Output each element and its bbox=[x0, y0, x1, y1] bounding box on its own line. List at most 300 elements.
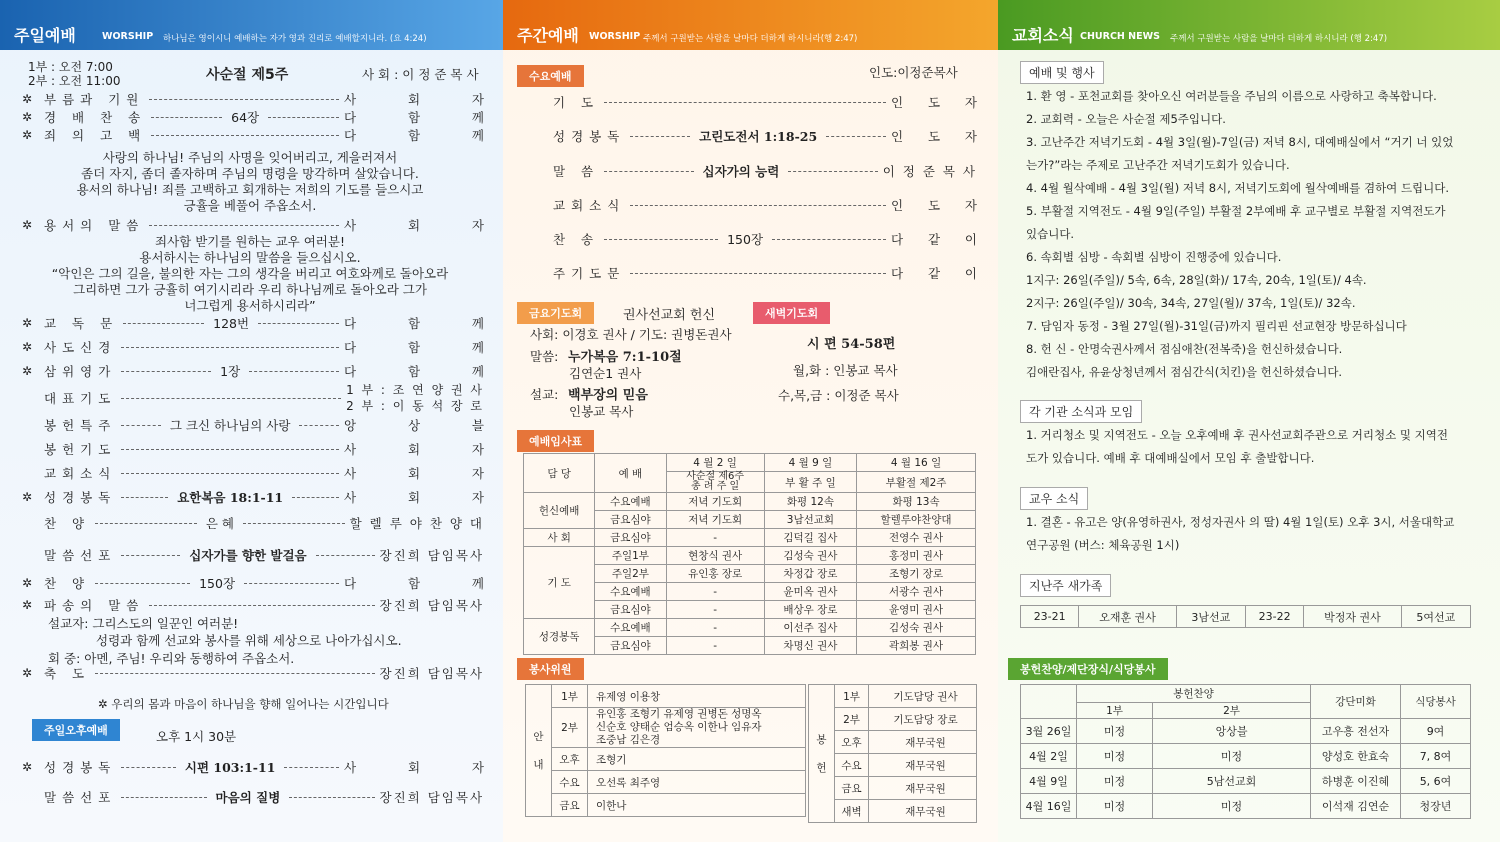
news-line: 도가 있습니다. 예배 후 대예배실에서 모임 후 출발합니다. bbox=[1026, 451, 1315, 465]
order-person: 다 함 께 bbox=[344, 316, 484, 331]
news-line: 4. 4월 월삭예배 - 4월 3일(월) 저녁 8시, 저녁기도회에 월삭예배를 겸하여 드립니다. bbox=[1026, 181, 1450, 195]
order-label: 봉헌특주 bbox=[44, 418, 117, 433]
news-line: 2. 교회력 - 오늘은 사순절 제5주입니다. bbox=[1026, 112, 1226, 126]
order-person: 다 함 께 bbox=[344, 364, 484, 379]
table-cell: 김덕길 집사 bbox=[764, 529, 856, 547]
sunday-worship-panel bbox=[0, 0, 503, 842]
afternoon-time: 오후 1시 30분 bbox=[156, 729, 237, 744]
table-cell: 3월 26일 bbox=[1021, 719, 1077, 744]
table-cell: 청장년 bbox=[1401, 794, 1471, 819]
leader-dots bbox=[604, 171, 693, 172]
order-label: 경 배 찬 송 bbox=[44, 110, 147, 125]
stand-marker: ✲ bbox=[22, 666, 33, 680]
order-person: 다 함 께 bbox=[344, 340, 484, 355]
news-line: 1. 거리청소 및 지역전도 - 오늘 오후예배 후 권사선교회주관으로 거리청소 및 지역전 bbox=[1026, 428, 1448, 442]
stand-marker: ✲ bbox=[22, 340, 33, 354]
newcomers-table bbox=[1020, 605, 1471, 628]
order-detail: 128번 bbox=[213, 316, 250, 331]
table-cell: 새벽 bbox=[835, 800, 869, 823]
table-row bbox=[809, 800, 977, 823]
order-person: 다 함 께 bbox=[344, 576, 484, 591]
table-cell: 오선록 최주영 bbox=[588, 771, 806, 794]
stand-marker: ✲ bbox=[22, 598, 33, 612]
table-cell: 차명신 권사 bbox=[764, 637, 856, 655]
leader-dots bbox=[292, 497, 339, 498]
table-row bbox=[526, 685, 806, 708]
table-cell: 김성숙 권사 bbox=[857, 619, 976, 637]
table-cell: 3남선교 bbox=[1176, 606, 1245, 628]
table-cell: 배상우 장로 bbox=[764, 601, 856, 619]
order-row bbox=[22, 440, 484, 458]
leader-dots bbox=[630, 136, 690, 137]
table-row bbox=[809, 777, 977, 800]
order-label: 말 씀 bbox=[553, 164, 600, 179]
order-row bbox=[22, 90, 484, 108]
order-label: 말씀선포 bbox=[44, 548, 117, 563]
table-cell: 오후 bbox=[552, 748, 588, 771]
group-label: 봉 헌 bbox=[809, 685, 835, 823]
duty-roster-tag: 예배임사표 bbox=[517, 430, 594, 452]
leader-dots bbox=[299, 425, 339, 426]
news-title: 교회소식 bbox=[1012, 26, 1074, 45]
table-cell: 금요심야 bbox=[595, 529, 666, 547]
table-cell: 3남선교회 bbox=[764, 511, 856, 529]
table-cell: - bbox=[666, 583, 764, 601]
table-cell: 기 도 bbox=[524, 547, 595, 619]
order-person: 장진희 담임목사 bbox=[379, 548, 485, 563]
dawn-psalms: 시 편 54-58편 bbox=[807, 337, 896, 352]
table-cell: 윤미옥 권사 bbox=[764, 583, 856, 601]
table-cell: 조형기 bbox=[588, 748, 806, 771]
table-cell: 23-21 bbox=[1021, 606, 1079, 628]
wednesday-worship-tag: 수요예배 bbox=[517, 65, 584, 87]
order-row bbox=[22, 574, 484, 592]
order-row bbox=[22, 338, 484, 356]
table-header: 4 월 2 일 bbox=[666, 454, 764, 472]
table-header: 4 월 16 일 bbox=[857, 454, 976, 472]
order-row bbox=[22, 514, 484, 532]
table-row bbox=[809, 754, 977, 777]
leader-dots bbox=[284, 767, 339, 768]
liturgical-week: 사순절 제5주 bbox=[206, 67, 289, 83]
order-label: 부름과 기원 bbox=[44, 92, 145, 107]
offering-music-table bbox=[1020, 684, 1471, 819]
table-cell: 이선주 집사 bbox=[764, 619, 856, 637]
table-header: 예 배 bbox=[595, 454, 666, 493]
order-label: 파송의 말씀 bbox=[44, 598, 145, 613]
table-cell: 9여 bbox=[1401, 719, 1471, 744]
table-row bbox=[524, 619, 976, 637]
news-verse: 주께서 구원받는 사람을 날마다 더하게 하시니라 (행 2:47) bbox=[1170, 34, 1388, 44]
offering-music-tag: 봉헌찬양/제단장식/식당봉사 bbox=[1008, 658, 1168, 680]
table-header: 강단미화 bbox=[1311, 685, 1401, 719]
leader-dots bbox=[249, 371, 339, 372]
church-news-panel bbox=[998, 0, 1500, 842]
table-cell: 미정 bbox=[1077, 744, 1153, 769]
table-cell: 미정 bbox=[1153, 794, 1311, 819]
table-cell: 23-22 bbox=[1245, 606, 1303, 628]
table-cell: 전영수 권사 bbox=[857, 529, 976, 547]
leader-dots bbox=[151, 135, 339, 136]
news-line: 7. 담임자 동정 - 3월 27일(월)-31일(금)까지 필리핀 선교현장 방문하십니다 bbox=[1026, 319, 1407, 333]
table-row bbox=[1021, 769, 1471, 794]
order-label: 말씀선포 bbox=[44, 790, 117, 805]
order-label: 교회소식 bbox=[44, 466, 117, 481]
table-cell: - bbox=[666, 529, 764, 547]
usher-table bbox=[525, 684, 806, 817]
leader-dots bbox=[289, 797, 374, 798]
order-person: 다 함 께 bbox=[344, 128, 484, 143]
table-cell: 곽희봉 권사 bbox=[857, 637, 976, 655]
leader-dots bbox=[243, 523, 345, 524]
news-line: 는가?”라는 주제로 고난주간 저녁기도회가 있습니다. bbox=[1026, 158, 1290, 172]
table-cell: 금요 bbox=[835, 777, 869, 800]
table-cell: 미정 bbox=[1077, 794, 1153, 819]
order-label: 사도신경 bbox=[44, 340, 117, 355]
stand-marker: ✲ bbox=[22, 316, 33, 330]
friday-leaders: 사회: 이경호 권사 / 기도: 권병돈권사 bbox=[530, 327, 732, 342]
order-row bbox=[531, 162, 977, 180]
order-row bbox=[22, 788, 484, 806]
afternoon-worship-tag: 주일오후예배 bbox=[32, 719, 120, 741]
news-line: 2지구: 26일(주일)/ 30속, 34속, 27일(월)/ 37속, 1일(토)/ 32속. bbox=[1026, 296, 1356, 310]
table-row bbox=[809, 685, 977, 708]
table-cell: 2부 bbox=[835, 708, 869, 731]
order-row bbox=[531, 127, 977, 145]
news-line: 8. 헌 신 - 안명숙권사께서 점심애찬(전복죽)을 헌신하셨습니다. bbox=[1026, 342, 1343, 356]
table-cell: 할렐루야찬양대 bbox=[857, 511, 976, 529]
members-section-title: 교우 소식 bbox=[1020, 487, 1088, 510]
leader-dots bbox=[121, 797, 206, 798]
leader-dots bbox=[121, 497, 168, 498]
table-cell: 차정갑 장로 bbox=[764, 565, 856, 583]
order-row bbox=[531, 264, 977, 282]
sunday-title: 주일예배 bbox=[14, 26, 76, 45]
order-row bbox=[22, 464, 484, 482]
table-row bbox=[1021, 744, 1471, 769]
order-detail: 고린도전서 1:18-25 bbox=[699, 129, 818, 144]
order-row bbox=[531, 93, 977, 111]
order-person: 인 도 자 bbox=[891, 129, 977, 144]
order-label: 기 도 bbox=[553, 95, 600, 110]
sunday-header bbox=[0, 0, 503, 50]
table-row bbox=[524, 547, 976, 565]
table-cell: 주일2부 bbox=[595, 565, 666, 583]
leader-dots bbox=[268, 117, 339, 118]
table-cell: 화평 12속 bbox=[764, 493, 856, 511]
table-cell: 수요 bbox=[552, 771, 588, 794]
duty-roster-table bbox=[523, 453, 976, 655]
table-cell: 수요예배 bbox=[595, 583, 666, 601]
order-label: 찬 양 bbox=[44, 516, 91, 531]
order-detail: 64장 bbox=[231, 110, 260, 125]
order-person: 이 정 준 목 사 bbox=[882, 164, 977, 179]
order-row bbox=[22, 362, 484, 380]
table-cell: 저녁 기도회 bbox=[666, 511, 764, 529]
service-volunteers-tag: 봉사위원 bbox=[517, 658, 584, 680]
stand-marker: ✲ bbox=[22, 128, 33, 142]
table-cell: 양성호 한효숙 bbox=[1311, 744, 1401, 769]
order-detail: 마음의 질병 bbox=[215, 790, 281, 805]
forgiveness-text: 죄사함 받기를 원하는 교우 여러분! 용서하시는 하나님의 말씀을 들으십시오. “악인은 그의 길을, 불의한 자는 그의 생각을 버리고 여호와께로 돌아오라 그리하면 그가 긍휼히 여기시리라 우리 하나님께로 돌아오라 그가 너그럽게 용서하시리라” bbox=[51, 234, 449, 313]
order-person: 사 회 자 bbox=[344, 760, 484, 775]
table-cell: 미정 bbox=[1077, 769, 1153, 794]
leader-dots bbox=[604, 239, 718, 240]
table-cell: 홍정미 권사 bbox=[857, 547, 976, 565]
leader-dots bbox=[121, 767, 176, 768]
stand-marker: ✲ bbox=[22, 110, 33, 124]
table-header: 담 당 bbox=[524, 454, 595, 493]
order-label: 삼위영가 bbox=[44, 364, 117, 379]
sending-line-3: 회 중: 아멘, 주님! 우리와 동행하여 주옵소서. bbox=[48, 651, 295, 666]
table-cell: 오후 bbox=[835, 731, 869, 754]
table-cell: 금요심야 bbox=[595, 637, 666, 655]
leader-dots bbox=[604, 102, 886, 103]
weekly-worship-panel bbox=[503, 0, 998, 842]
order-label: 성경봉독 bbox=[44, 490, 117, 505]
order-person: 사 회 자 bbox=[344, 218, 484, 233]
table-header: 부 활 주 일 bbox=[764, 472, 856, 493]
table-cell: 성경봉독 bbox=[524, 619, 595, 655]
leader-dots bbox=[149, 225, 339, 226]
table-row bbox=[524, 454, 976, 472]
leader-dots bbox=[244, 583, 339, 584]
table-header: 2부 bbox=[1153, 703, 1311, 719]
news-line: 6. 속회별 심방 - 속회별 심방이 진행중에 있습니다. bbox=[1026, 250, 1282, 264]
order-detail: 시편 103:1-11 bbox=[184, 760, 276, 775]
table-row bbox=[526, 794, 806, 817]
table-row bbox=[1021, 606, 1471, 628]
news-line: 연구공원 (버스: 체육공원 1시) bbox=[1026, 538, 1180, 552]
table-cell: 현창식 권사 bbox=[666, 547, 764, 565]
order-person: 1 부 : 조 연 양 권 사 2 부 : 이 동 석 장 로 bbox=[346, 383, 484, 413]
table-cell: 사 회 bbox=[524, 529, 595, 547]
order-person: 사 회 자 bbox=[344, 466, 484, 481]
stand-marker: ✲ bbox=[22, 760, 33, 774]
news-line: 김애란집사, 유윤상청년께서 점심간식(치킨)을 헌신하셨습니다. bbox=[1026, 365, 1343, 379]
table-header bbox=[1021, 685, 1077, 719]
news-header bbox=[998, 0, 1500, 50]
order-person: 장진희 담임목사 bbox=[379, 666, 484, 681]
table-cell: 미정 bbox=[1077, 719, 1153, 744]
order-person: 다 같 이 bbox=[891, 232, 977, 247]
order-person: 사 회 자 bbox=[344, 442, 484, 457]
confession-prayer: 사랑의 하나님! 주님의 사명을 잊어버리고, 게을러져서 좀더 자지, 좀더 졸자하며 주님의 명령을 망각하며 살았습니다. 용서의 하나님! 죄를 고백하고 회개하는 저희의 기도를 들으시고 긍휼을 베풀어 주옵소서. bbox=[76, 150, 424, 213]
table-cell: 4월 9일 bbox=[1021, 769, 1077, 794]
stand-marker: ✲ bbox=[22, 92, 33, 106]
order-row bbox=[22, 758, 484, 776]
table-cell: 수요예배 bbox=[595, 619, 666, 637]
sunday-subtitle: WORSHIP bbox=[102, 31, 154, 42]
table-cell: 수요 bbox=[835, 754, 869, 777]
table-cell: 5, 6여 bbox=[1401, 769, 1471, 794]
stand-marker: ✲ bbox=[22, 218, 33, 232]
service-time-1: 1부 : 오전 7:00 bbox=[28, 60, 113, 74]
table-cell: 미정 bbox=[1153, 744, 1311, 769]
order-detail: 그 크신 하나님의 사랑 bbox=[169, 418, 291, 433]
table-cell: 유인홍 조형기 유제영 권병돈 성명옥 신순호 양태순 엄승옥 이한나 임유자 조중남 김은경 bbox=[588, 708, 806, 748]
news-line: 5. 부활절 지역전도 - 4월 9일(주일) 부활절 2부예배 후 교구별로 부활절 지역전도가 bbox=[1026, 204, 1446, 218]
friday-sermon-label: 설교: bbox=[530, 387, 559, 402]
table-row bbox=[809, 731, 977, 754]
table-cell: 이한나 bbox=[588, 794, 806, 817]
leader-dots bbox=[630, 273, 886, 274]
order-label: 성경봉독 bbox=[553, 129, 626, 144]
order-person: 앙 상 블 bbox=[344, 418, 484, 433]
news-subtitle: CHURCH NEWS bbox=[1080, 31, 1160, 42]
table-row bbox=[809, 708, 977, 731]
table-cell: 기도담당 권사 bbox=[869, 685, 977, 708]
table-cell: 박정자 권사 bbox=[1304, 606, 1401, 628]
leader-dots bbox=[316, 555, 375, 556]
leader-dots bbox=[121, 398, 341, 399]
order-label: 용서의 말씀 bbox=[44, 218, 145, 233]
order-row bbox=[22, 488, 484, 506]
sunday-verse: 하나님은 영이시니 예배하는 자가 영과 진리로 예배할지니라. (요 4:24) bbox=[163, 34, 427, 44]
order-label: 봉헌기도 bbox=[44, 442, 117, 457]
leader-dots bbox=[95, 583, 190, 584]
dawn-leader-2: 수,목,금 : 이정준 목사 bbox=[778, 388, 899, 403]
table-row bbox=[1021, 685, 1471, 703]
order-label: 성경봉독 bbox=[44, 760, 117, 775]
order-person: 사 회 자 bbox=[344, 92, 484, 107]
table-header: 봉헌찬양 bbox=[1077, 685, 1311, 703]
stand-marker: ✲ bbox=[22, 490, 33, 504]
order-row bbox=[22, 546, 484, 564]
leader-dots bbox=[121, 371, 211, 372]
news-line: 있습니다. bbox=[1026, 227, 1075, 241]
order-person: 장진희 담임목사 bbox=[379, 598, 484, 613]
table-cell: - bbox=[666, 637, 764, 655]
leader-dots bbox=[121, 425, 161, 426]
table-cell: 7, 8여 bbox=[1401, 744, 1471, 769]
table-cell: 저녁 기도회 bbox=[666, 493, 764, 511]
service-time-2: 2부 : 오전 11:00 bbox=[28, 74, 121, 88]
table-cell: - bbox=[666, 619, 764, 637]
table-cell: 윤영미 권사 bbox=[857, 601, 976, 619]
leader-dots bbox=[121, 555, 180, 556]
news-line: 1. 결혼 - 유고은 양(유영하권사, 정성자권사 의 딸) 4월 1일(토) 오후 3시, 서울대학교 bbox=[1026, 515, 1455, 529]
stand-marker: ✲ bbox=[22, 576, 33, 590]
table-cell: 오재훈 권사 bbox=[1079, 606, 1176, 628]
table-cell: 금요심야 bbox=[595, 601, 666, 619]
order-label: 대표기도 bbox=[44, 391, 117, 406]
order-label: 교 독 문 bbox=[44, 316, 119, 331]
table-cell: 고우흥 전선자 bbox=[1311, 719, 1401, 744]
table-header: 식당봉사 bbox=[1401, 685, 1471, 719]
weekly-subtitle: WORSHIP bbox=[589, 31, 641, 42]
order-label: 축 도 bbox=[44, 666, 91, 681]
leader-dots bbox=[121, 347, 339, 348]
order-label: 찬 송 bbox=[553, 232, 600, 247]
order-label: 교회소식 bbox=[553, 198, 626, 213]
friday-prayer-tag: 금요기도회 bbox=[517, 302, 594, 324]
table-cell: 4월 16일 bbox=[1021, 794, 1077, 819]
table-cell: 1부 bbox=[552, 685, 588, 708]
table-cell: 조형기 장로 bbox=[857, 565, 976, 583]
order-detail: 십자가를 향한 발걸음 bbox=[189, 548, 307, 563]
news-line: 1. 환 영 - 포천교회를 찾아오신 여러분들을 주님의 이름으로 사랑하고 축복합니다. bbox=[1026, 89, 1437, 103]
order-person: 다 함 께 bbox=[344, 110, 484, 125]
table-cell: 수요예배 bbox=[595, 493, 666, 511]
order-person: 인 도 자 bbox=[891, 198, 977, 213]
table-cell: 금요 bbox=[552, 794, 588, 817]
table-cell: 재무국원 bbox=[869, 800, 977, 823]
table-cell: - bbox=[666, 601, 764, 619]
wednesday-leader: 인도:이정준목사 bbox=[869, 65, 958, 80]
order-person: 사 회 자 bbox=[344, 490, 484, 505]
table-row bbox=[526, 748, 806, 771]
dawn-leader-1: 월,화 : 인봉교 목사 bbox=[793, 363, 898, 378]
table-row bbox=[1021, 719, 1471, 744]
table-cell: 재무국원 bbox=[869, 754, 977, 777]
order-label: 주기도문 bbox=[553, 266, 626, 281]
table-cell: 5남선교회 bbox=[1153, 769, 1311, 794]
order-row bbox=[22, 416, 484, 434]
table-cell: 이석재 김연순 bbox=[1311, 794, 1401, 819]
leader-dots bbox=[151, 117, 222, 118]
friday-preacher: 인봉교 목사 bbox=[569, 404, 634, 419]
order-detail: 요한복음 18:1-11 bbox=[177, 490, 284, 505]
order-row bbox=[22, 596, 484, 614]
table-cell: 헌신예배 bbox=[524, 493, 595, 529]
dawn-prayer-tag: 새벽기도회 bbox=[753, 302, 830, 324]
leader-dots bbox=[149, 99, 339, 100]
table-cell: 서광수 권사 bbox=[857, 583, 976, 601]
friday-scripture: 누가복음 7:1-10절 bbox=[568, 350, 682, 365]
weekly-header bbox=[503, 0, 998, 50]
friday-reader: 김연순1 권사 bbox=[569, 366, 642, 381]
leader-dots bbox=[826, 136, 886, 137]
order-row bbox=[531, 230, 977, 248]
table-cell: 화평 13속 bbox=[857, 493, 976, 511]
news-line: 3. 고난주간 저녁기도회 - 4월 3일(월)-7일(금) 저녁 8시, 대예배실에서 “거기 너 있었 bbox=[1026, 135, 1454, 149]
table-header: 1부 bbox=[1077, 703, 1153, 719]
order-row bbox=[22, 216, 484, 234]
order-person: 다 같 이 bbox=[891, 266, 977, 281]
table-cell: 하병훈 이진혜 bbox=[1311, 769, 1401, 794]
table-row bbox=[524, 529, 976, 547]
table-cell: 유제영 이용창 bbox=[588, 685, 806, 708]
news-line: 1지구: 26일(주일)/ 5속, 6속, 28일(화)/ 17속, 20속, 1일(토)/ 4속. bbox=[1026, 273, 1367, 287]
order-row bbox=[531, 196, 977, 214]
table-row bbox=[526, 708, 806, 748]
friday-scripture-label: 말씀: bbox=[530, 349, 559, 364]
order-row bbox=[22, 314, 484, 332]
leader-dots bbox=[258, 323, 339, 324]
worship-leader: 사 회 : 이 정 준 목 사 bbox=[362, 67, 479, 82]
newcomers-section-title: 지난주 새가족 bbox=[1020, 574, 1111, 597]
friday-offering: 권사선교회 헌신 bbox=[623, 308, 716, 323]
order-detail: 은 혜 bbox=[205, 516, 234, 531]
order-person: 할 렐 루 야 찬 양 대 bbox=[349, 516, 484, 531]
order-detail: 1장 bbox=[220, 364, 241, 379]
leader-dots bbox=[149, 605, 374, 606]
sending-line-1: 설교자: 그리스도의 일꾼인 여러분! bbox=[48, 616, 239, 631]
group-label: 안 내 bbox=[526, 685, 552, 817]
table-cell: 앙상블 bbox=[1153, 719, 1311, 744]
table-header: 부활절 제2주 bbox=[857, 472, 976, 493]
order-row bbox=[22, 108, 484, 126]
order-person: 인 도 자 bbox=[891, 95, 977, 110]
table-cell: 주일1부 bbox=[595, 547, 666, 565]
table-row bbox=[524, 493, 976, 511]
table-cell: 금요심야 bbox=[595, 511, 666, 529]
offering-table bbox=[808, 684, 977, 823]
order-detail: 150장 bbox=[727, 232, 764, 247]
weekly-title: 주간예배 bbox=[517, 26, 579, 45]
leader-dots bbox=[95, 523, 197, 524]
